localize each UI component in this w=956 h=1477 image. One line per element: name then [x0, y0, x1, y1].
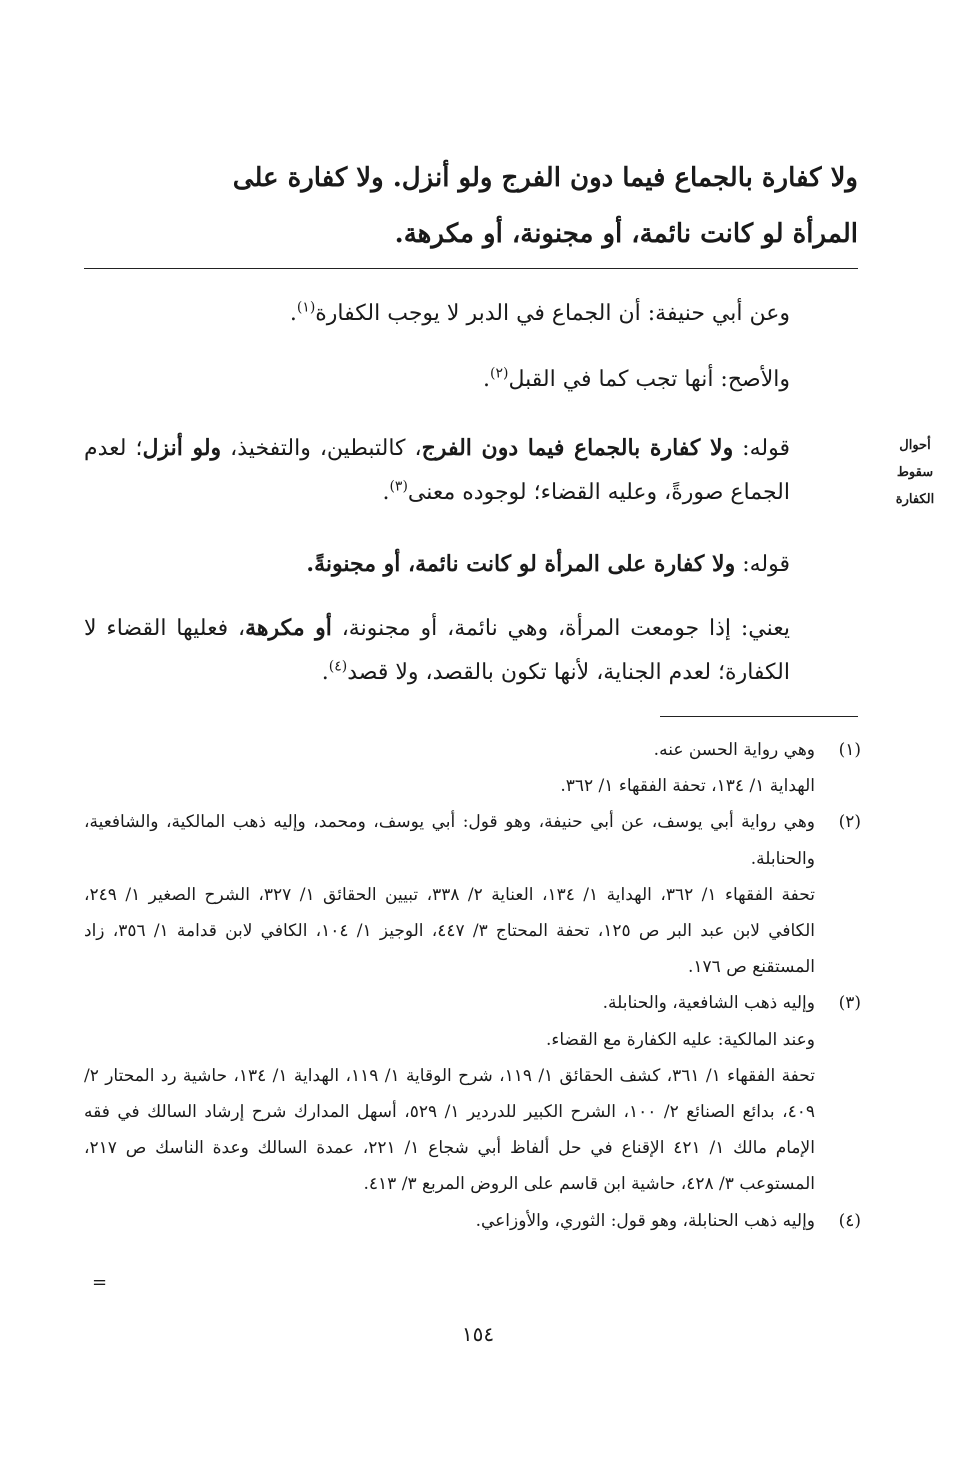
- footnote-separator-rule: [660, 716, 858, 717]
- matn-separator-rule: [84, 268, 858, 269]
- matn-text: [84, 150, 858, 262]
- footnote-3: [84, 985, 861, 1202]
- footnote-line: الهداية ١/ ١٣٤، تحفة الفقهاء ١/ ٣٦٢.: [560, 776, 815, 797]
- footnote-line: وإليه ذهب الشافعية، والحنابلة.: [602, 993, 815, 1014]
- footnote-ref-3: (٣): [389, 478, 408, 495]
- footnote-2: [84, 804, 861, 985]
- footnote-4: [84, 1203, 861, 1239]
- footnote-line: تحفة الفقهاء ١/ ٣٦١، كشف الحقائق ١/ ١١٩، شرح الوقاية ١/ ١١٩، الهداية ١/ ١٣٤، حاشية رد المحتار ٢/ ٤٠٩، بدائع الصنائع ٢/ ١٠٠، الشرح الكبير للدردير ١/ ٥٢٩، أسهل المدارك شرح إرشاد السالك في فقه الإمام مالك ١/ ٤٢١ الإقناع في حل ألفاظ أبي شجاع ١/ ٢٢١، عمدة السالك وعدة الناسك ص ٢١٧، المستوعب ٣/ ٤٢٨، حاشية ابن قاسم على الروض المربع ٣/ ٤١٣.: [84, 1065, 816, 1195]
- footnote-line: وعند المالكية: عليه الكفارة مع القضاء.: [545, 1029, 815, 1050]
- margin-note: [880, 432, 950, 513]
- matn-line-2: المرأة لو كانت نائمة، أو مجنونة، أو مكرهة.: [394, 219, 858, 249]
- footnotes: [84, 732, 861, 1239]
- matn-quote-1: ولا كفارة بالجماع فيما دون الفرج: [421, 435, 734, 461]
- continuation-mark: =: [92, 1272, 108, 1293]
- footnote-line: وإليه ذهب الحنابلة، وهو قول: الثوري، والأوزاعي.: [475, 1210, 815, 1231]
- margin-note-line-2: سقوط: [896, 465, 934, 480]
- footnote-number: (٣): [838, 993, 861, 1014]
- sharh-paragraph-3: قوله: ولا كفارة بالجماع فيما دون الفرج، كالتبطين، والتفخيذ، ولو أنزل؛ لعدم الجماع صورةً، وعليه القضاء؛ لوجوده معنى$^{(٣)}$.: [84, 435, 790, 505]
- footnote-ref-1: (١): [296, 299, 316, 316]
- margin-note-line-1: أحوال: [899, 438, 931, 453]
- footnote-line: تحفة الفقهاء ١/ ٣٦٢، الهداية ١/ ١٣٤، العناية ٢/ ٣٣٨، تبيين الحقائق ١/ ٣٢٧، الشرح الصغير ١/ ٢٤٩، الكافي لابن عبد البر ص ١٢٥، تحفة المحتاج ٣/ ٤٤٧، الوجيز ١/ ١٠٤، الكافي لابن قدامة ١/ ٣٥٦، زاد المستقنع ص ١٧٦.: [84, 884, 815, 978]
- footnote-1: [84, 732, 861, 804]
- matn-quote-4: أو مكرهة: [245, 615, 332, 641]
- footnote-line: وهي رواية أبي يوسف، عن أبي حنيفة، وهو قول: أبي يوسف، ومحمد، وإليه ذهب المالكية، والشافعية، والحنابلة.: [84, 812, 815, 869]
- matn-quote-2: ولو أنزل: [142, 435, 222, 461]
- footnote-number: (٢): [838, 812, 861, 833]
- sharh-paragraph-5: يعني: إذا جومعت المرأة، وهي نائمة، أو مجنونة، أو مكرهة، فعليها القضاء لا الكفارة؛ لعدم الجناية، لأنها تكون بالقصد، ولا قصد$^{(٤)}$.: [84, 615, 790, 685]
- footnote-number: (٤): [838, 1210, 861, 1231]
- footnote-ref-2: (٢): [489, 365, 509, 382]
- margin-note-line-3: الكفارة: [895, 492, 935, 507]
- footnote-number: (١): [838, 740, 861, 760]
- sharh-paragraph-2: والأصح: أنها تجب كما في القبل$^{(٢)}$.: [482, 365, 790, 392]
- footnote-line: وهي رواية الحسن عنه.: [653, 740, 815, 760]
- footnote-ref-4: (٤): [328, 658, 348, 675]
- matn-line-1: ولا كفارة بالجماع فيما دون الفرج ولو أنزل. ولا كفارة على: [232, 163, 858, 193]
- sharh-paragraph-1: وعن أبي حنيفة: أن الجماع في الدبر لا يوجب الكفارة$^{(١)}$.: [289, 299, 790, 326]
- sharh-paragraph-4: قوله: ولا كفارة على المرأة لو كانت نائمة، أو مجنونةً.: [306, 551, 790, 577]
- matn-quote-3: ولا كفارة على المرأة لو كانت نائمة، أو مجنونةً.: [306, 551, 736, 577]
- page-number: ١٥٤: [461, 1322, 495, 1346]
